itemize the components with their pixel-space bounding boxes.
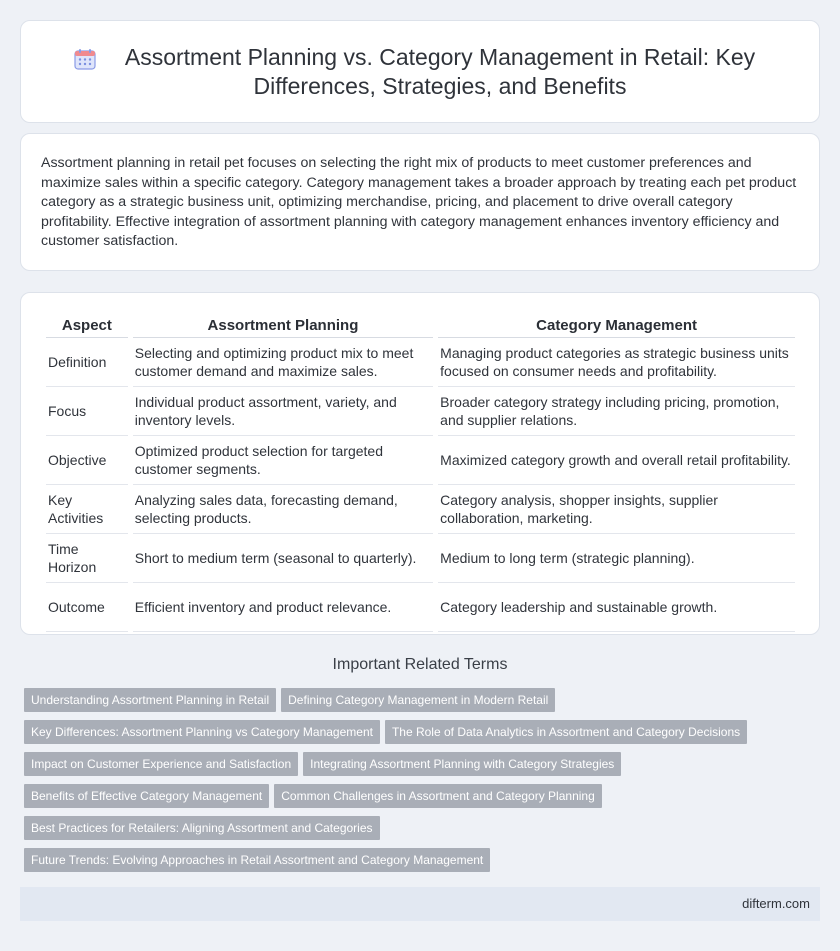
related-term-link[interactable]: Impact on Customer Experience and Satisfaction [24, 752, 298, 776]
aspect-cell: Time Horizon [46, 534, 128, 583]
related-term-link[interactable]: Best Practices for Retailers: Aligning Assortment and Categories [24, 816, 380, 840]
aspect-cell: Key Activities [46, 485, 128, 534]
header-category-management: Category Management [438, 313, 795, 338]
footer-site-link[interactable]: difterm.com [742, 896, 810, 911]
assortment-cell: Individual product assortment, variety, and inventory levels. [133, 387, 433, 436]
table-row [46, 387, 795, 436]
footer [20, 887, 820, 921]
related-term-link[interactable]: Understanding Assortment Planning in Retail [24, 688, 276, 712]
table-row [46, 534, 795, 583]
category-cell: Maximized category growth and overall retail profitability. [438, 436, 795, 485]
related-terms-heading: Important Related Terms [332, 656, 508, 673]
intro-card [20, 133, 820, 271]
assortment-cell: Efficient inventory and product relevance. [133, 583, 433, 632]
related-terms-list [24, 688, 814, 880]
category-cell: Category analysis, shopper insights, supplier collaboration, marketing. [438, 485, 795, 534]
aspect-cell: Objective [46, 436, 128, 485]
related-term-link[interactable]: Benefits of Effective Category Management [24, 784, 269, 808]
related-term-link[interactable]: Future Trends: Evolving Approaches in Retail Assortment and Category Management [24, 848, 490, 872]
category-cell: Managing product categories as strategic business units focused on consumer needs and profitability. [438, 338, 795, 387]
category-cell: Broader category strategy including pricing, promotion, and supplier relations. [438, 387, 795, 436]
header-aspect: Aspect [46, 313, 128, 338]
assortment-cell: Analyzing sales data, forecasting demand, selecting products. [133, 485, 433, 534]
aspect-cell: Outcome [46, 583, 128, 632]
tag-row [24, 752, 814, 784]
table-header-row [46, 313, 795, 338]
header-card [20, 20, 820, 123]
comparison-table [41, 313, 800, 632]
related-term-link[interactable]: Common Challenges in Assortment and Category Planning [274, 784, 602, 808]
aspect-cell: Definition [46, 338, 128, 387]
tag-row [24, 784, 814, 816]
category-cell: Category leadership and sustainable growth. [438, 583, 795, 632]
table-row [46, 338, 795, 387]
comparison-card [20, 292, 820, 635]
tag-row [24, 688, 814, 720]
table-row [46, 485, 795, 534]
tag-row [24, 816, 814, 848]
related-term-link[interactable]: The Role of Data Analytics in Assortment and Category Decisions [385, 720, 747, 744]
related-term-link[interactable]: Defining Category Management in Modern Retail [281, 688, 555, 712]
assortment-cell: Optimized product selection for targeted customer segments. [133, 436, 433, 485]
category-cell: Medium to long term (strategic planning). [438, 534, 795, 583]
tag-row [24, 848, 814, 880]
intro-paragraph: Assortment planning in retail pet focuses on selecting the right mix of products to meet customer preferences and maximize sales within a specific category. Category management takes a broader approach by treating each pet product category as a strategic business unit, optimizing merchandise, pricing, and placement to drive overall category profitability. Effective integration of assortment planning with category management enhances inventory efficiency and customer satisfaction. [41, 155, 797, 250]
aspect-cell: Focus [46, 387, 128, 436]
tag-row [24, 720, 814, 752]
header-assortment-planning: Assortment Planning [133, 313, 433, 338]
assortment-cell: Short to medium term (seasonal to quarterly). [133, 534, 433, 583]
table-row [46, 436, 795, 485]
page-title: Assortment Planning vs. Category Management in Retail: Key Differences, Strategies, and Benefits [124, 44, 756, 99]
related-term-link[interactable]: Key Differences: Assortment Planning vs Category Management [24, 720, 380, 744]
table-row [46, 583, 795, 632]
related-term-link[interactable]: Integrating Assortment Planning with Category Strategies [303, 752, 621, 776]
assortment-cell: Selecting and optimizing product mix to meet customer demand and maximize sales. [133, 338, 433, 387]
